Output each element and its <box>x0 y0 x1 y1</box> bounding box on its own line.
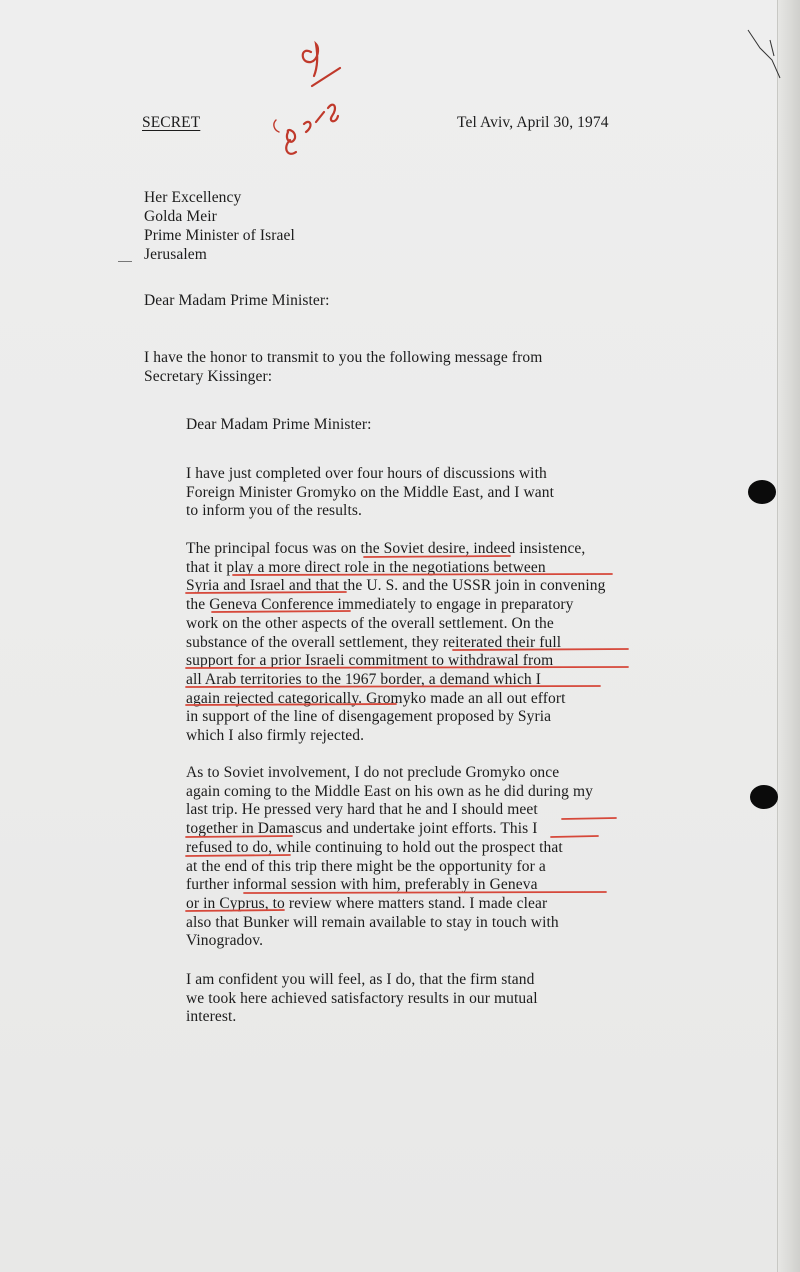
message-line: also that Bunker will remain available to stay in touch with <box>186 913 559 931</box>
salutation: Dear Madam Prime Minister: <box>144 292 330 309</box>
address-line: Jerusalem <box>144 246 207 263</box>
message-line: the Geneva Conference immediately to engage in preparatory <box>186 596 574 614</box>
message-line: further informal session with him, preferably in Geneva <box>186 876 538 894</box>
message-line: work on the other aspects of the overall settlement. On the <box>186 614 554 632</box>
intro-line: Secretary Kissinger: <box>144 368 273 385</box>
address-line: Prime Minister of Israel <box>144 227 295 244</box>
message-line: together in Damascus and undertake joint efforts. This I <box>186 820 538 838</box>
message-line: interest. <box>186 1008 237 1026</box>
intro-line: I have the honor to transmit to you the following message from <box>144 349 543 366</box>
address-line: Golda Meir <box>144 208 217 225</box>
message-line: again coming to the Middle East on his own as he did during my <box>186 782 593 800</box>
corner-marks <box>748 30 780 78</box>
message-line: refused to do, while continuing to hold out the prospect that <box>186 838 563 856</box>
message-line: last trip. He pressed very hard that he and I should meet <box>186 801 538 819</box>
message-line: substance of the overall settlement, they reiterated their full <box>186 633 562 651</box>
message-line: I am confident you will feel, as I do, that the firm stand <box>186 971 535 988</box>
message-line: that it play a more direct role in the negotiations between <box>186 558 546 576</box>
message-line: or in Cyprus, to review where matters stand. I made clear <box>186 894 548 912</box>
message-line: Foreign Minister Gromyko on the Middle East, and I want <box>186 483 554 501</box>
message-line: we took here achieved satisfactory results in our mutual <box>186 989 538 1007</box>
message-line: support for a prior Israeli commitment to withdrawal from <box>186 652 554 670</box>
message-line: The principal focus was on the Soviet desire, indeed insistence, <box>186 540 586 557</box>
message-line: all Arab territories to the 1967 border, a demand which I <box>186 670 542 688</box>
message-line: in support of the line of disengagement proposed by Syria <box>186 708 552 726</box>
message-line: I have just completed over four hours of discussions with <box>186 465 547 482</box>
marginal-notation <box>274 44 340 154</box>
message-line: at the end of this trip there might be the opportunity for a <box>186 857 546 875</box>
address-line: Her Excellency <box>144 189 242 206</box>
message-line: which I also firmly rejected. <box>186 727 365 744</box>
message-line: again rejected categorically. Gromyko made an all out effort <box>186 689 566 707</box>
message-line: As to Soviet involvement, I do not preclude Gromyko once <box>186 764 560 781</box>
message-line: Syria and Israel and that the U. S. and the USSR join in convening <box>186 577 606 595</box>
message-salutation: Dear Madam Prime Minister: <box>186 416 372 433</box>
message-line: Vinogradov. <box>186 932 264 950</box>
classification-label: SECRET <box>142 114 201 131</box>
underline-marks <box>186 556 628 911</box>
message-line: to inform you of the results. <box>186 502 362 520</box>
place-date: Tel Aviv, April 30, 1974 <box>457 114 609 131</box>
